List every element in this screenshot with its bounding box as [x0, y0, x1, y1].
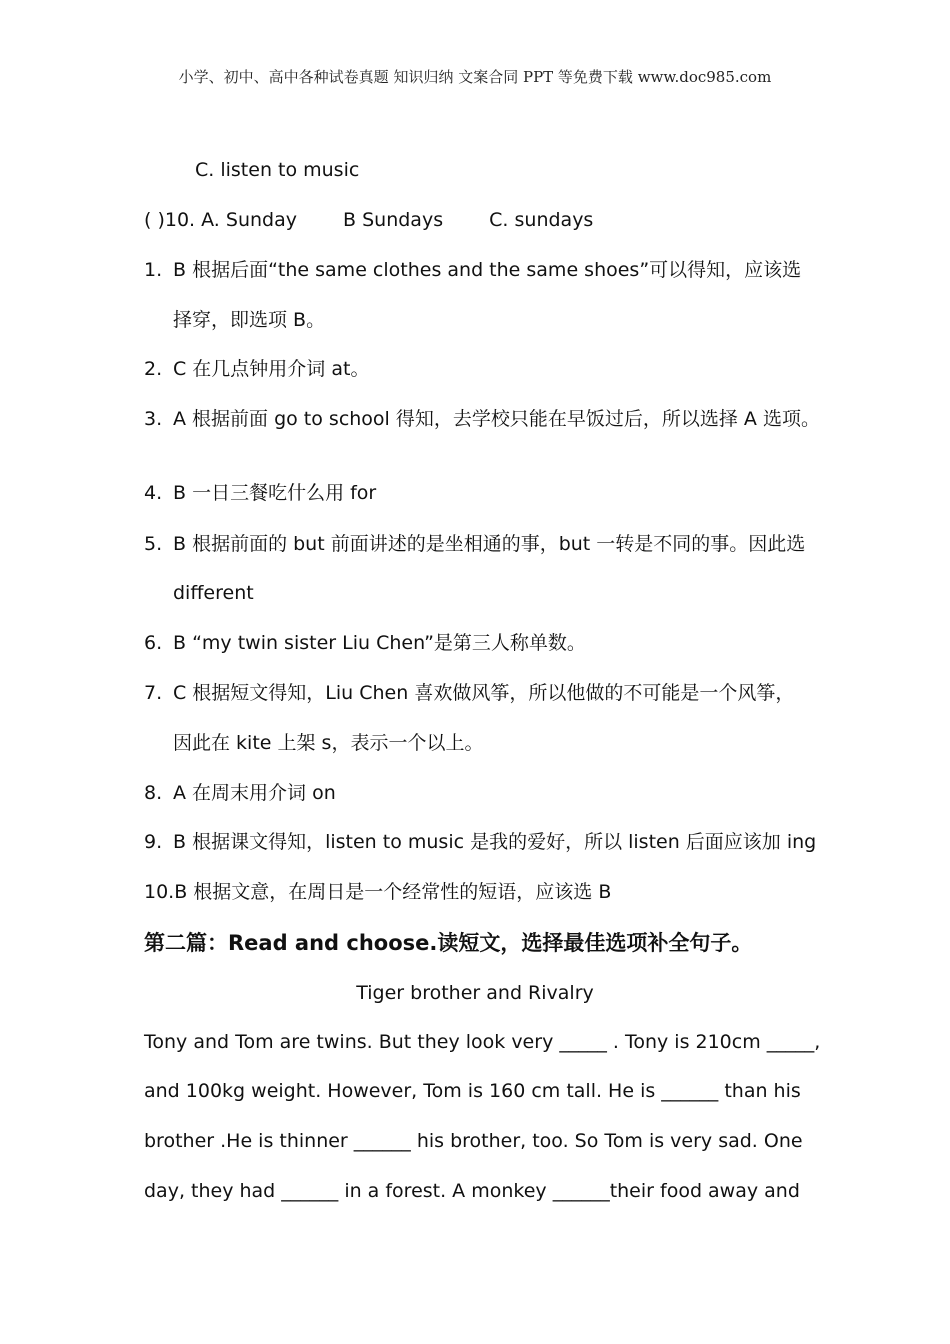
answer-text: A 根据前面 go to school 得知，去学校只能在早饭过后，所以选择 A 选项。 — [173, 408, 820, 430]
answer-item-5-continuation: different — [173, 582, 254, 604]
answer-number: 8. — [144, 782, 163, 804]
answer-text: B 根据前面的 but 前面讲述的是坐相通的事，but 一转是不同的事。因此选 — [173, 533, 806, 555]
question-9-option-c: C. listen to music — [195, 159, 360, 181]
answer-item-1-continuation: 择穿，即选项 B。 — [173, 309, 326, 331]
question-10-prefix: ( )10. — [144, 209, 196, 231]
answer-item-8 — [144, 781, 336, 805]
answer-number: 7. — [144, 682, 163, 704]
passage-title: Tiger brother and Rivalry — [356, 982, 594, 1004]
answer-item-6 — [144, 631, 586, 655]
answer-number: 4. — [144, 482, 163, 504]
answer-number: 3. — [144, 408, 163, 430]
answer-text: C 根据短文得知，Liu Chen 喜欢做风筝，所以他做的不可能是一个风筝， — [173, 682, 795, 704]
answer-text: B 一日三餐吃什么用 for — [173, 482, 377, 504]
question-10 — [144, 208, 593, 232]
question-10-option-c: C. sundays — [489, 209, 594, 231]
answer-item-3 — [144, 407, 820, 431]
passage-line-2: and 100kg weight. However, Tom is 160 cm tall. He is ______ than his — [144, 1080, 801, 1102]
answer-text: C 在几点钟用介词 at。 — [173, 358, 370, 380]
answer-item-5 — [144, 532, 805, 556]
answer-number: 10. — [144, 881, 175, 903]
section-heading: 第二篇：Read and choose.读短文，选择最佳选项补全句子。 — [144, 931, 753, 955]
question-10-option-a: A. Sunday — [201, 209, 297, 231]
passage-line-3: brother .He is thinner ______ his brother, too. So Tom is very sad. One — [144, 1130, 803, 1152]
passage-line-4: day, they had ______ in a forest. A monkey ______their food away and — [144, 1180, 800, 1202]
question-10-option-b: B Sundays — [343, 209, 444, 231]
answer-item-4 — [144, 481, 376, 505]
answer-text: B 根据后面“the same clothes and the same shoes”可以得知，应该选 — [173, 259, 802, 281]
answer-number: 1. — [144, 259, 163, 281]
answer-item-1 — [144, 258, 801, 282]
answer-item-9 — [144, 830, 816, 854]
answer-item-2 — [144, 357, 369, 381]
answer-item-10 — [144, 880, 611, 904]
answer-text: B 根据课文得知，listen to music 是我的爱好，所以 listen 后面应该加 ing — [173, 831, 817, 853]
answer-text: B 根据文意，在周日是一个经常性的短语，应该选 B — [174, 881, 612, 903]
answer-item-7-continuation: 因此在 kite 上架 s，表示一个以上。 — [173, 732, 484, 754]
answer-number: 5. — [144, 533, 163, 555]
answer-number: 9. — [144, 831, 163, 853]
page-header: 小学、初中、高中各种试卷真题 知识归纳 文案合同 PPT 等免费下载 www.doc985.com — [178, 68, 772, 86]
answer-number: 2. — [144, 358, 163, 380]
passage-line-1: Tony and Tom are twins. But they look very _____ . Tony is 210cm _____, — [144, 1031, 821, 1053]
answer-item-7 — [144, 681, 794, 705]
answer-text: B “my twin sister Liu Chen”是第三人称单数。 — [173, 632, 586, 654]
answer-number: 6. — [144, 632, 163, 654]
answer-text: A 在周末用介词 on — [173, 782, 336, 804]
